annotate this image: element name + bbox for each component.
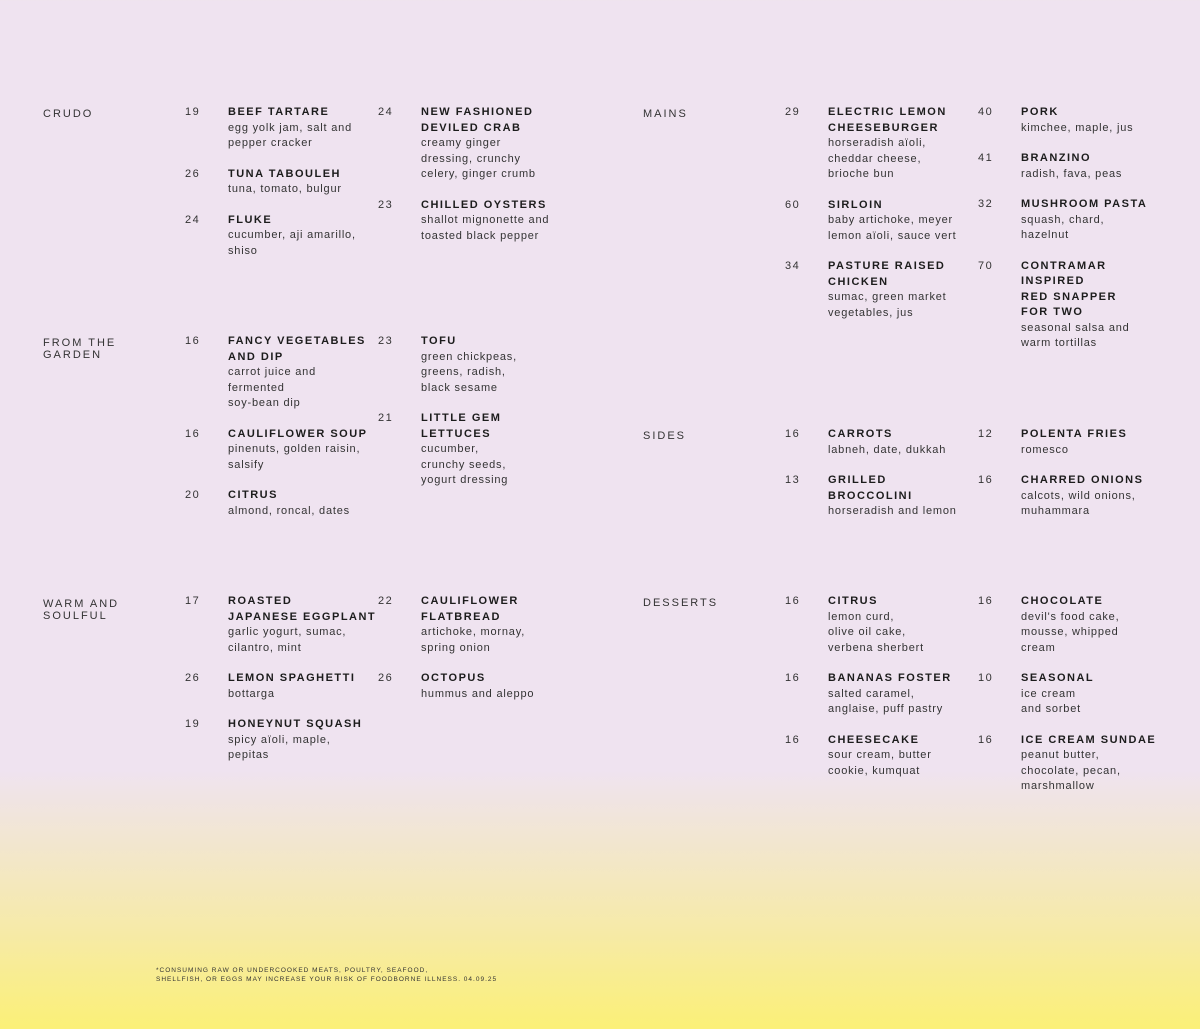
menu-item-description: radish, fava, peas — [1021, 167, 1123, 180]
menu-item-price: 22 — [378, 595, 394, 607]
menu-item-price: 70 — [978, 259, 994, 272]
menu-item-description: horseradish aïoli, cheddar cheese, brioche bun — [828, 137, 927, 180]
menu-item-description: spicy aïoli, maple, pepitas — [228, 733, 331, 761]
menu-item-price: 19 — [185, 106, 201, 118]
menu-item — [378, 334, 611, 396]
menu-item-name: BANANAS FOSTER — [828, 672, 952, 684]
menu-item-name: CONTRAMAR INSPIRED RED SNAPPER FOR TWO — [1021, 259, 1117, 318]
menu-item-description: peanut butter, chocolate, pecan, marshmallow — [1021, 749, 1121, 792]
section-warm-and-soulful: WARM AND SOULFUL — [43, 598, 120, 622]
menu-item-name: SIRLOIN — [828, 198, 884, 211]
menu-item-name: ELECTRIC LEMON CHEESEBURGER — [828, 106, 947, 134]
menu-item-price: 32 — [978, 198, 994, 210]
menu-item-price: 26 — [185, 167, 201, 180]
menu-item-description: kimchee, maple, jus — [1021, 121, 1134, 134]
menu-item-price: 29 — [785, 106, 801, 118]
menu-item-description: artichoke, mornay, spring onion — [421, 626, 526, 654]
menu-item-name: ICE CREAM SUNDAE — [1021, 733, 1157, 746]
menu-item-name: CITRUS — [228, 489, 278, 501]
menu-item-price: 10 — [978, 672, 994, 684]
menu-item-description: shallot mignonette and toasted black pepper — [421, 214, 550, 242]
menu-item-price: 34 — [785, 260, 801, 272]
menu-item-description: cucumber, crunchy seeds, yogurt dressing — [421, 443, 509, 486]
menu-item-name: CARROTS — [828, 428, 893, 440]
menu-item — [978, 259, 1200, 352]
menu-item-name: MUSHROOM PASTA — [1021, 198, 1148, 210]
menu-item-name: SEASONAL — [1021, 672, 1095, 684]
menu-item-price: 24 — [185, 213, 201, 226]
menu-item-price: 26 — [185, 672, 201, 684]
menu-item-description: lemon curd, olive oil cake, verbena sherbert — [828, 610, 924, 654]
menu-item-price: 19 — [185, 718, 201, 730]
menu-item-description: devil's food cake, mousse, whipped cream — [1021, 610, 1120, 654]
menu-item-name: HONEYNUT SQUASH — [228, 718, 363, 730]
menu-item-name: PASTURE RAISED CHICKEN — [828, 260, 946, 288]
desserts-column-right — [978, 594, 1200, 810]
menu-item-description: carrot juice and fermented soy-bean dip — [228, 366, 317, 409]
menu-item-name: CITRUS — [828, 595, 878, 607]
allergy-footnote: *CONSUMING RAW OR UNDERCOOKED MEATS, POULTRY, SEAFOOD, SHELLFISH, OR EGGS MAY INCREASE YOUR RISK OF FOODBORNE ILLNESS. 04.09.25 — [156, 967, 498, 983]
menu-item — [978, 473, 1200, 520]
menu-item-price: 13 — [785, 474, 801, 486]
menu-item-description: garlic yogurt, sumac, cilantro, mint — [228, 626, 347, 654]
section-from-the-garden: FROM THE GARDEN — [43, 337, 117, 361]
mains-column-right — [978, 105, 1200, 367]
menu-item — [185, 167, 418, 198]
menu-item-description: creamy ginger dressing, crunchy celery, ginger crumb — [421, 137, 536, 180]
menu-item-description: egg yolk jam, salt and pepper cracker — [228, 121, 352, 149]
menu-item-name: FANCY VEGETABLES AND DIP — [228, 335, 366, 363]
menu-item-price: 40 — [978, 106, 994, 118]
menu-item-name: BRANZINO — [1021, 152, 1092, 164]
crudo-column-right — [378, 105, 611, 259]
menu-item-name: TUNA TABOULEH — [228, 167, 341, 180]
menu-item-description: sour cream, butter cookie, kumquat — [828, 749, 932, 777]
menu-item-name: OCTOPUS — [421, 672, 486, 684]
menu-item-name: LITTLE GEM LETTUCES — [421, 412, 502, 440]
menu-item-name: CHEESECAKE — [828, 733, 920, 746]
menu-item-price: 16 — [978, 595, 994, 607]
garden-column-right — [378, 334, 611, 504]
desserts-column-left — [785, 594, 1018, 794]
menu-item-price: 16 — [185, 335, 201, 347]
menu-item-price: 23 — [378, 198, 394, 211]
menu-item-price: 16 — [978, 733, 994, 746]
menu-item — [378, 671, 611, 702]
crudo-column-left — [185, 105, 418, 274]
menu-item-name: GRILLED BROCCOLINI — [828, 474, 913, 502]
section-mains: MAINS — [643, 108, 688, 120]
menu-item-description: bottarga — [228, 687, 275, 700]
sides-column-right — [978, 427, 1200, 535]
menu-item-price: 16 — [785, 733, 801, 746]
menu-item-price: 20 — [185, 489, 201, 501]
menu-item-description: cucumber, aji amarillo, shiso — [228, 229, 356, 257]
menu-item-description: romesco — [1021, 443, 1069, 456]
menu-item — [978, 594, 1200, 656]
menu-item-name: TOFU — [421, 335, 457, 347]
menu-item — [978, 105, 1200, 136]
menu-item-price: 16 — [785, 595, 801, 607]
warm-column-right — [378, 594, 611, 717]
menu-item-price: 26 — [378, 672, 394, 684]
menu-item-description: calcots, wild onions, muhammara — [1021, 489, 1136, 517]
menu-item-name: CHOCOLATE — [1021, 595, 1104, 607]
menu-item-description: ice cream and sorbet — [1021, 687, 1081, 715]
menu-item — [978, 151, 1200, 182]
menu-item-name: BEEF TARTARE — [228, 106, 330, 118]
menu-item — [378, 105, 611, 183]
menu-item-price: 17 — [185, 595, 201, 607]
menu-item-description: baby artichoke, meyer lemon aïoli, sauce vert — [828, 214, 957, 242]
menu-item-description: seasonal salsa and warm tortillas — [1021, 321, 1130, 349]
menu-item-name: NEW FASHIONED DEVILED CRAB — [421, 106, 534, 134]
menu-item — [185, 488, 418, 519]
menu-item-description: pinenuts, golden raisin, salsify — [228, 443, 361, 471]
menu-item-price: 16 — [785, 672, 801, 684]
menu-item-price: 23 — [378, 335, 394, 347]
section-crudo: CRUDO — [43, 108, 94, 120]
menu-item-description: almond, roncal, dates — [228, 504, 350, 517]
menu-item-name: CHILLED OYSTERS — [421, 198, 547, 211]
menu-item-price: 24 — [378, 106, 394, 118]
menu-item-description: tuna, tomato, bulgur — [228, 183, 342, 195]
mains-column-left — [785, 105, 1018, 336]
menu-item — [978, 733, 1200, 795]
section-desserts: DESSERTS — [643, 597, 719, 609]
menu-item — [978, 197, 1200, 244]
menu-item-description: hummus and aleppo — [421, 687, 535, 700]
menu-item-price: 16 — [978, 474, 994, 486]
menu-item-price: 60 — [785, 198, 801, 211]
menu-item-name: LEMON SPAGHETTI — [228, 672, 356, 684]
menu-item-name: POLENTA FRIES — [1021, 428, 1128, 440]
menu-item-name: FLUKE — [228, 213, 273, 226]
menu-item-price: 12 — [978, 428, 994, 440]
menu-item-price: 16 — [185, 427, 201, 440]
menu-item — [185, 717, 418, 764]
menu-item-name: CAULIFLOWER FLATBREAD — [421, 595, 519, 623]
menu-item-price: 16 — [785, 428, 801, 440]
menu-item-name: ROASTED JAPANESE EGGPLANT — [228, 595, 377, 623]
menu-item-name: PORK — [1021, 106, 1059, 118]
menu-item-name: CHARRED ONIONS — [1021, 474, 1144, 486]
menu-item — [978, 671, 1200, 718]
menu-item — [378, 411, 611, 489]
garden-column-left — [185, 334, 418, 534]
menu-item-description: squash, chard, hazelnut — [1021, 213, 1105, 241]
menu-item-price: 21 — [378, 412, 394, 424]
section-sides: SIDES — [643, 430, 687, 442]
menu-item-description: horseradish and lemon — [828, 505, 957, 517]
menu-item-description: sumac, green market vegetables, jus — [828, 291, 947, 319]
menu-item-description: salted caramel, anglaise, puff pastry — [828, 687, 944, 715]
menu-item — [378, 198, 611, 245]
menu-item — [185, 427, 418, 474]
menu-item-name: CAULIFLOWER SOUP — [228, 427, 368, 440]
menu-item-description: labneh, date, dukkah — [828, 443, 947, 456]
menu-item — [378, 594, 611, 656]
menu-item-price: 41 — [978, 152, 994, 164]
menu-item — [185, 213, 418, 260]
menu-item-description: green chickpeas, greens, radish, black sesame — [421, 350, 517, 394]
menu-item — [978, 427, 1200, 458]
